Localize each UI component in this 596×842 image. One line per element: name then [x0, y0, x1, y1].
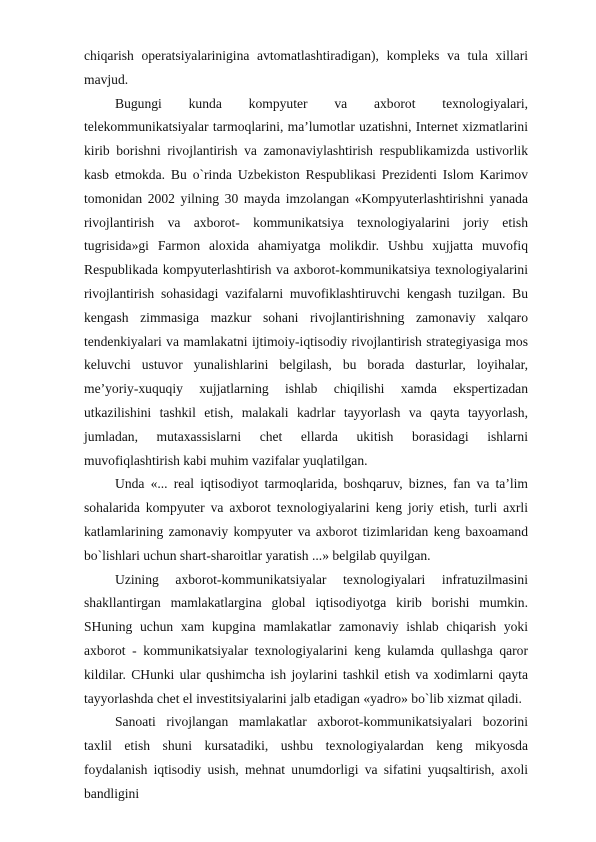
paragraph-2: Bugungi kunda kompyuter va axborot texnologiyalari, telekommunikatsiyalar tarmoqlarini, ma’lumotlar uzatishni, Internet xizmatlarini kirib borishni rivojlantirish va zamonaviylashtirish respublikamizda ustivorlik kasb etmokda. Bu o`rinda Uzbekiston Respublikasi Prezidenti Islom Karimov tomonidan 2002 yilning 30 mayda imzolangan «Kompyuterlashtirishni yanada rivojlantirish va axborot- kommunikatsiya texnologiyalarini joriy etish tugrisida»gi Farmon aloxida ahamiyatga molikdir. Ushbu xujjatta muvofiq Respublikada kompyuterlashtirish va axborot-kommunikatsiya texnologiyalarini rivojlantirish sohasidagi vazifalarni muvofiklashtiruvchi kengash tuzilgan. Bu kengash zimmasiga mazkur sohani rivojlantirishning zamonaviy xalqaro tendenkiyalari va mamlakatni ijtimoiy-iqtisodiy rivojlantirish strategiyasiga mos keluvchi ustuvor yunalishlarini belgilash, bu borada dasturlar, loyihalar, me’yoriy-xuquqiy xujjatlarning ishlab chiqilishi xamda ekspertizadan utkazilishini tashkil etish, malakali kadrlar tayyorlash va qayta tayyorlash, jumladan, mutaxassislarni chet ellarda ukitish borasidagi ishlarni muvofiqlashtirish kabi muhim vazifalar yuqlatilgan.: [84, 95, 528, 468]
body-text: [84, 44, 528, 806]
paragraph-4: Uzining axborot-kommunikatsiyalar texnologiyalari infratuzilmasini shakllantirgan mamlakatlargina global iqtisodiyotga kirib borishi mumkin. SHuning uchun xam kupgina mamlakatlar zamonaviy ishlab chiqarish yoki axborot - kommunikatsiyalar texnologiyalarini keng kulamda qullashga qaror kildilar. CHunki ular qushimcha ish joylarini tashkil etish va xodimlarni qayta tayyorlashda chet el investitsiyalarini jalb etadigan «yadro» bo`lib xizmat qiladi.: [84, 571, 528, 706]
paragraph-1: chiqarish operatsiyalarinigina avtomatlashtiradigan), kompleks va tula xillari mavjud.: [84, 48, 528, 87]
paragraph-3: Unda «... real iqtisodiyot tarmoqlarida, boshqaruv, biznes, fan va ta’lim sohalarida kompyuter va axborot texnologiyalarini keng joriy etish, turli axrli katlamlarining zamonaviy kompyuter va axborot tizimlaridan keng baxoamand bo`lishlari uchun shart-sharoitlar yaratish ...» belgilab quyilgan.: [84, 476, 528, 563]
paragraph-5: Sanoati rivojlangan mamlakatlar axborot-kommunikatsiyalari bozorini taxlil etish shuni kursatadiki, ushbu texnologiyalardan keng mikyosda foydalanish iqtisodiy usish, mehnat unumdorligi va sifatini yuqsaltirish, axoli bandligini: [84, 714, 528, 801]
